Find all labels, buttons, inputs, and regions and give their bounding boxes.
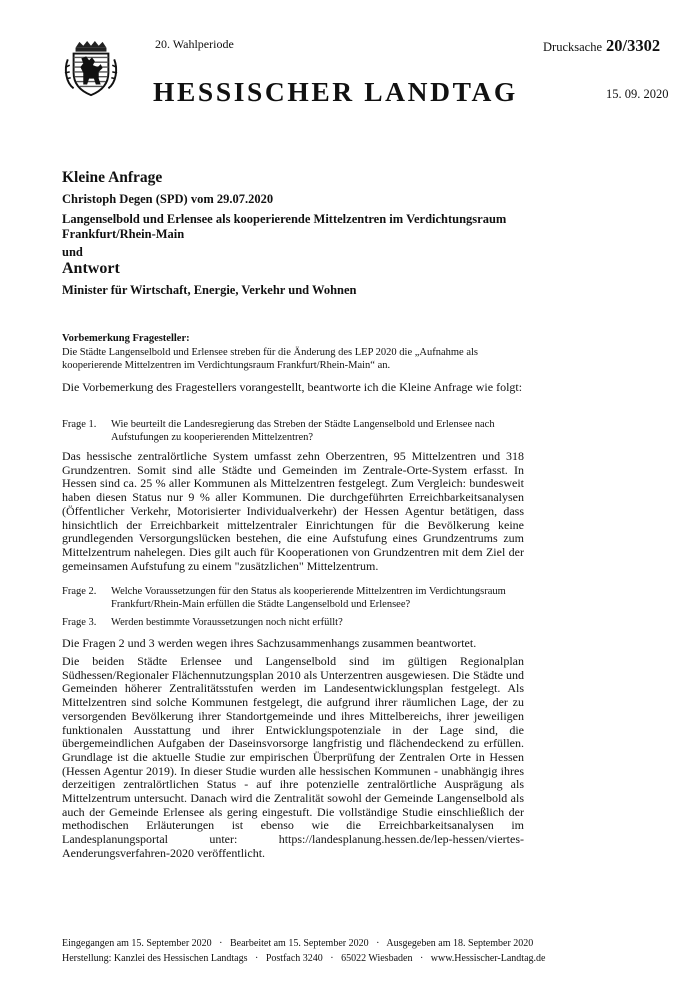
drucksache-label: Drucksache bbox=[543, 40, 602, 54]
inquiry-author: Christoph Degen (SPD) vom 29.07.2020 bbox=[62, 192, 274, 206]
question-1-text: Wie beurteilt die Landesregierung das Streben der Städte Langenselbold und Erlensee nach Aufstufungen zu kooperierenden Mittelzentren? bbox=[111, 419, 495, 443]
inquiry-subject: Langenselbold und Erlensee als kooperierende Mittelzentren im Verdichtungsraum Frankfurt/Rhein-Main bbox=[62, 212, 507, 241]
preface-text: Die Vorbemerkung des Fragestellers vorangestellt, beantworte ich die Kleine Anfrage wie folgt: bbox=[62, 380, 523, 394]
drucksache bbox=[543, 36, 660, 56]
question-1-label: Frage 1. bbox=[62, 419, 97, 430]
question-2-label: Frage 2. bbox=[62, 586, 97, 597]
wahlperiode: 20. Wahlperiode bbox=[155, 37, 234, 51]
question-2-text: Welche Voraussetzungen für den Status als kooperierende Mittelzentren im Verdichtungsraum Frankfurt/Rhein-Main erfüllen die Städte Langenselbold und Erlensee? bbox=[111, 586, 506, 610]
vorbemerkung-text: Die Städte Langenselbold und Erlensee streben für die Änderung des LEP 2020 die „Aufnahme als kooperierende Mittelzentren im Verdichtungsraum Frankfurt/Rhein-Main“ an. bbox=[62, 347, 478, 371]
answer-2-3-intro: Die Fragen 2 und 3 werden wegen ihres Sachzusammenhangs zusammen beantwortet. bbox=[62, 636, 477, 650]
answer-heading: Antwort bbox=[62, 260, 120, 277]
question-3-label: Frage 3. bbox=[62, 617, 97, 628]
minister-line: Minister für Wirtschaft, Energie, Verkehr und Wohnen bbox=[62, 283, 357, 297]
drucksache-number: 20/3302 bbox=[606, 36, 661, 55]
inquiry-type: Kleine Anfrage bbox=[62, 169, 163, 186]
vorbemerkung-heading: Vorbemerkung Fragesteller: bbox=[62, 333, 190, 344]
und-label: und bbox=[62, 245, 83, 259]
document-date: 15. 09. 2020 bbox=[606, 87, 669, 101]
parliament-title: HESSISCHER LANDTAG bbox=[153, 76, 518, 107]
answer-1-text: Das hessische zentralörtliche System umfasst zehn Oberzentren, 95 Mittelzentren und 318 Grundzentren. Somit sind alle Städte und Gemeinden im Zentrale-Orte-System erfasst. In Hessen sind ca. 25 % aller Kommunen als Mittelzentren festgelegt. Zum Vergleich: bundesweit haben diesen Status nur 9 % aller Kommunen. Die durchgeführten Erreichbarkeitsanalysen (Öffentlicher Verkehr, Motorisierter Individualverkehr) der Hessen Agentur betätigen, dass hinsichtlich der Erreichbarkeit mittelzentraler Einrichtungen für die Bevölkerung keine grundlegenden Versorgungslücken bestehen, die eine Aufstufung eines Grundzentrums zum Mittelzentrum nahelegen. Dies gilt auch für Kooperationen von Grundzentren mit dem Ziel der gemeinsamen Aufstufung zu einem "zusätzlichen" Mittelzentrum. bbox=[62, 449, 524, 573]
question-3-text: Werden bestimmte Voraussetzungen noch nicht erfüllt? bbox=[111, 617, 343, 628]
answer-2-3-text: Die beiden Städte Erlensee und Langenselbold sind im gültigen Regionalplan Südhessen/Regionaler Flächennutzungsplan 2010 als Unterzentren ausgewiesen. Die Städte und Gemeinden höherer Zentralitätsstufen werden im Landesentwicklungsplan festgelegt. Als Mittelzentren sind solche Kommunen festgelegt, die aufgrund ihrer räumlichen Lage, der zu versorgenden Bevölkerung ihrer Standortgemeinde und ihres Mittelbereichs, ihrer jeweiligen funktionalen Ausstattung und ihrer Entwicklungspotenziale in der Lage sind, die übergemeindlichen Aufgaben der Daseinsvorsorge langfristig und flächendeckend zu erfüllen. Grundlage ist die aktuelle Studie zur empirischen Überprüfung der Zentralen Orte in Hessen (Hessen Agentur 2019). In dieser Studie wurden alle hessischen Kommunen - unabhängig ihres derzeitigen zentralörtlichen Status - auf ihre potenzielle zentralörtliche Ausprägung als Mittelzentrum untersucht. Danach wird die Zentralität sowohl der Gemeinde Langenselbold als auch der Gemeinde Erlensee als gering eingestuft. Die vollständige Studie einschließlich der methodischen Erläuterungen ist ebenso wie die Erreichbarkeitsanalysen im Landesplanungsportal unter: https://landesplanung.hessen.de/lep-hessen/viertes-Aenderungsverfahren-2020 veröffentlicht. bbox=[62, 654, 524, 860]
hessen-coat-of-arms-icon bbox=[62, 40, 120, 98]
footer-publisher: Herstellung: Kanzlei des Hessischen Landtags · Postfach 3240 · 65022 Wiesbaden · www.Hessischer-Landtag.de bbox=[62, 953, 546, 964]
footer-dates: Eingegangen am 15. September 2020 · Bearbeitet am 15. September 2020 · Ausgegeben am 18. September 2020 bbox=[62, 938, 534, 949]
